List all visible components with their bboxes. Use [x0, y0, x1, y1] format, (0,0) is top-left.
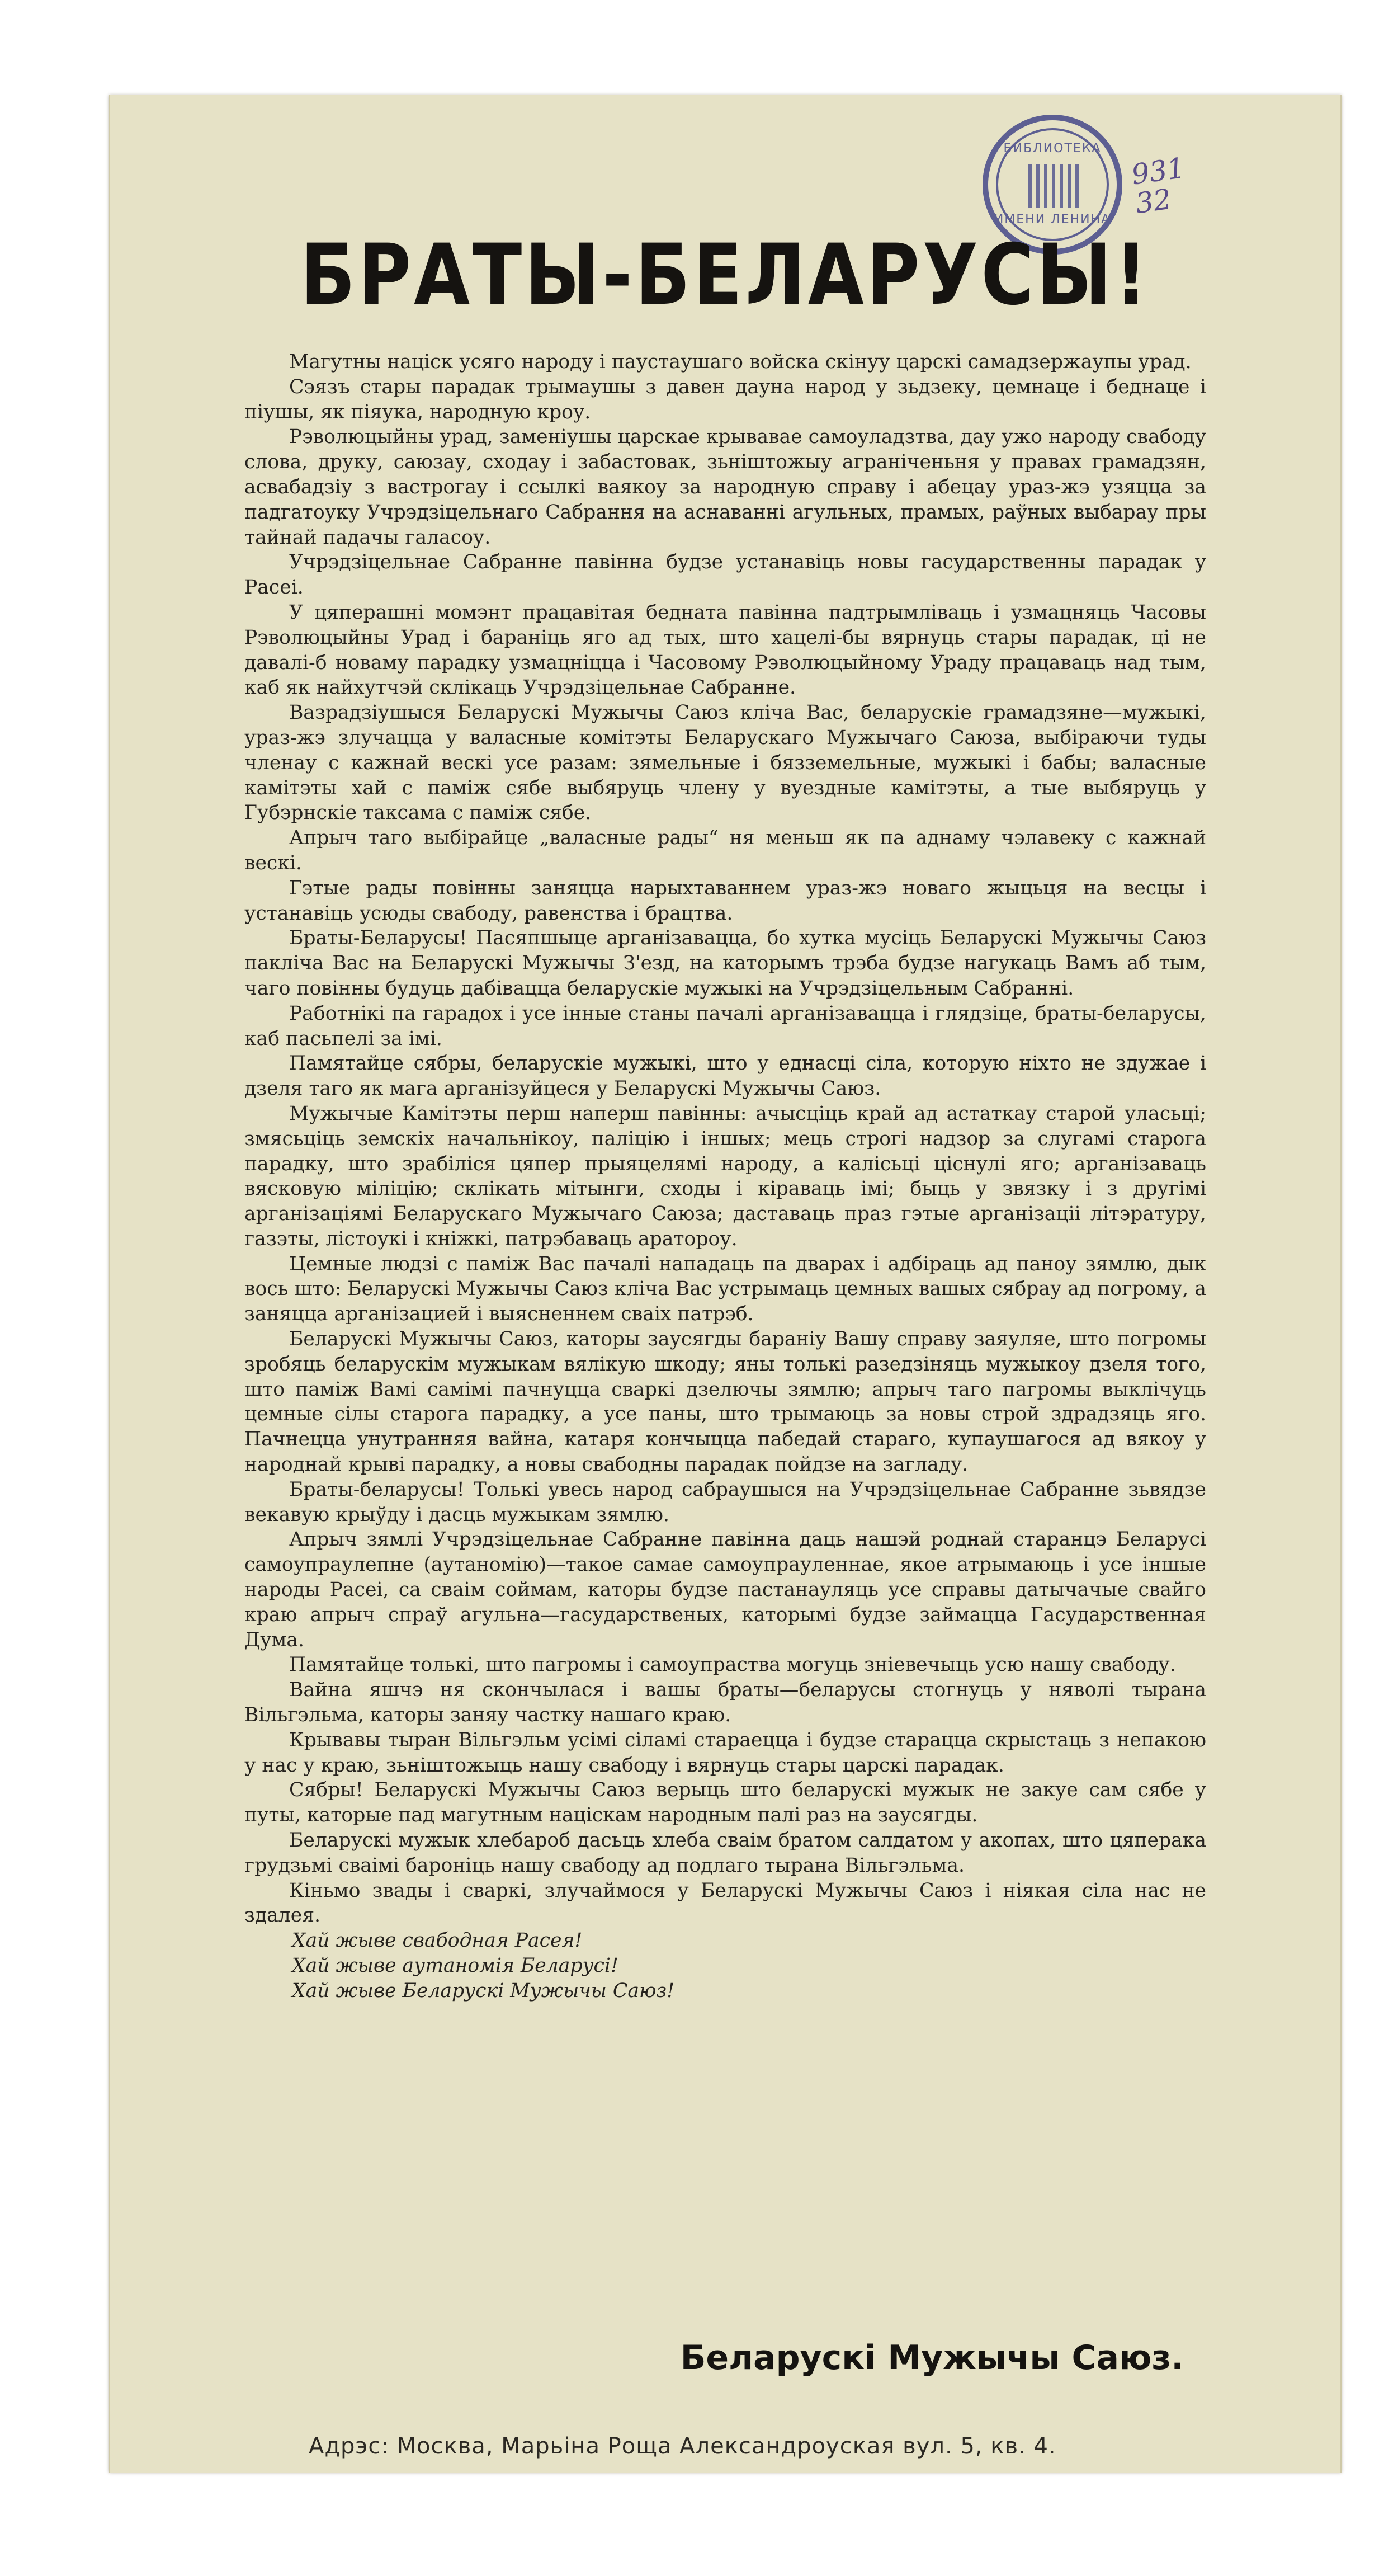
paragraph: Апрыч таго выбірайце „валасные рады“ ня меньш як па аднаму чэлавеку с кажнай вескі. — [244, 827, 1206, 874]
paragraph: Апрыч зямлі Учрэдзіцельнае Сабранне павінна даць нашэй роднай старанцэ Беларусі самоупраулепне (аутаномію)—такое самае самоупрауленнае, якое атрымаюць і усе іншые народы Расеі, са сваім соймам, каторы будзе пастанауляць усе справы датычачые свайго краю апрыч спраў агульна—гасударственых, каторымі будзе займацца Гасударственная Дума. — [244, 1528, 1206, 1651]
leaflet-sheet — [109, 95, 1342, 2473]
paragraph: Браты-Беларусы! Пасяпшыце арганізавацца, бо хутка мусіць Беларускі Мужычы Саюз пакліча Вас на Беларускі Мужычы З'езд, на каторымъ трэба будзе нагукаць Вамъ аб тым, чаго повінны будуць дабівацца беларускіе мужыкі на Учрэдзіцельным Сабранні. — [244, 927, 1206, 1000]
paragraph: Сябры! Беларускі Мужычы Саюз верыць што беларускі мужык не закуе сам сябе у путы, каторые пад магутным націскам народным палі раз на заусягды. — [244, 1779, 1206, 1827]
paragraph: Работнікі па гарадох і усе інные станы пачалі арганізавацца і глядзіце, браты-беларусы, каб пасьпелі за імі. — [244, 1002, 1206, 1050]
handwritten-number: 931 32 — [1129, 151, 1187, 220]
paragraph: Гэтые рады повінны заняцца нарыхтаваннем ураз-жэ новаго жыцьця на весцы і устанавіць усюды свабоду, равенства і брацтва. — [244, 877, 1206, 925]
paragraph: Учрэдзіцельнае Сабранне павінна будзе устанавіць новы гасударственны парадак у Расеі. — [244, 551, 1206, 599]
paragraph: У цяперашні момэнт працавітая бедната павінна падтрымліваць і узмацняць Часовы Рэволюцыйны Урад і бараніць яго ад тых, што хацелі-бы вярнуць стары парадак, ці не давалі-б новаму парадку узмацніцца і Часовому Рэволюцыйному Ураду працаваць над тым, каб як найхутчэй склікаць Учрэдзіцельнае Сабранне. — [244, 601, 1206, 699]
stamp-bottom-text: ИМЕНИ ЛЕНИНА — [994, 213, 1111, 227]
paragraph: Крывавы тыран Вільгэльм усімі сіламі стараецца і будзе старацца скрыстаць з непакою у нас у краю, зьніштожыць нашу свабоду і вярнуць стары царскі парадак. — [244, 1729, 1206, 1777]
paragraph: Магутны націск усяго народу і паустаушаго войска скінуу царскі самадзержаупы урад. — [289, 351, 1192, 373]
paragraph: Рэволюцыйны урад, заменіушы царскае крывавае самоуладзтва, дау ужо народу свабоду слова, друку, саюзау, сходау і забастовак, зьніштожыу аграніченьня у правах грамадзян, асвабадзіу з вастрогау і ссылкі ваякоу за народную справу і абецау ураз-жэ узяцца за падгатоуку Учрэдзіцельнаго Сабрання на аснаванні агульных, прамых, раўных выбарау пры тайнай падачы галасоу. — [244, 426, 1206, 549]
paragraph: Памятайце толькі, што пагромы і самоупраства могуць зніевечыць усю нашу свабоду. — [289, 1654, 1176, 1676]
paragraph: Вазрадзіушыся Беларускі Мужычы Саюз кліча Вас, беларускіе грамадзяне—мужыкі, ураз-жэ злучацца у валасные комітэты Беларускаго Мужычаго Саюза, выбіраючи туды членау с кажнай вескі усе разам: зямельные і бязземельные, мужыкі і бабы; валасные камітэты хай с паміж сябе выбяруць члену у вуездные камітэты, а тые выбяруць у Губэрнскіе таксама с паміж сябе. — [244, 701, 1206, 825]
slogan: Хай жыве аутаномія Беларусі! — [292, 1955, 618, 1977]
stamp-top-text: БИБЛИОТЕКА — [1003, 142, 1102, 156]
paragraph: Беларускі мужык хлебароб дасьць хлеба сваім братом салдатом у акопах, што цяперака грудзьмі сваімі бароніць нашу свабоду ад подлаго тырана Вільгэльма. — [244, 1829, 1206, 1877]
paragraph: Кіньмо звады і сваркі, злучаймося у Беларускі Мужычы Саюз і ніякая сіла нас не здалея. — [244, 1879, 1206, 1927]
paragraph: Браты-беларусы! Толькі увесь народ сабраушыся на Учрэдзіцельнае Сабранне зьвядзе векавую крыўду і дасць мужыкам зямлю. — [244, 1478, 1206, 1526]
slogan: Хай жыве свабодная Расея! — [292, 1929, 583, 1952]
signature: Беларускі Мужычы Саюз. — [680, 2338, 1184, 2377]
paragraph: Вайна яшчэ ня скончылася і вашы браты—беларусы стогнуць у няволі тырана Вільгэльма, каторы заняу частку нашаго краю. — [244, 1679, 1206, 1727]
paragraph: Цемные людзі с паміж Вас пачалі нападаць па дварах і адбіраць ад паноу зямлю, дык вось што: Беларускі Мужычы Саюз кліча Вас устрымаць цемных вашых сябрау ад погрому, а заняцца арганізацией і выясненнем сваіх патрэб. — [244, 1252, 1206, 1326]
leaflet-title: БРАТЫ-БЕЛАРУСЫ! — [300, 227, 1150, 324]
slogan: Хай жыве Беларускі Мужычы Саюз! — [292, 1979, 675, 2002]
paragraph: Мужычые Камітэты перш наперш павінны: ачысціць край ад астаткау старой уласьці; змяcьціць земскіх начальнікоу, паліцію і іншых; мець строгі надзор за слугамі старога парадку, што зрабіліся цяпер прыяцелямі народу, а калісьці ціснулі яго; арганізаваць вясковую міліцію; склікать мітынги, сходы і кіраваць імі; быць у звязку і з другімі арганізаціямі Беларускаго Мужычаго Саюза; даставаць праз гэтые арганізаціі літэратуру, газэты, лістоукі і кніжкі, патрэбаваць аратороу. — [244, 1102, 1206, 1250]
address-line: Адрэс: Москва, Марьіна Роща Александроуская вул. 5, кв. 4. — [309, 2433, 1056, 2459]
paragraph: Памятайце сябры, беларускіе мужыкі, што у еднасці сіла, которую ніхто не здужае і дзеля таго як мага арганізуйцеся у Беларускі Мужычы Саюз. — [244, 1052, 1206, 1100]
stamp-building-icon — [1028, 164, 1079, 208]
paragraph: Беларускі Мужычы Саюз, каторы заусягды бараніу Вашу справу заяуляе, што погромы зробяць беларускім мужыкам вялікую шкоду; яны толькі разедзіняць мужыкоу дзеля того, што паміж Вамі самімі пачнуцца сваркі дзелючы зямлю; апрыч таго пагромы выклічуць цемные сілы старога парадку, а усе паны, што трымаюць за новы строй здрадзяць яго. Пачнецца унутранняя вайна, катаря кончыцца пабедай стараго, купаушагося ад вякоу у народнай крыві парадку, а новы свабодны парадак пойдзе на загладу. — [244, 1328, 1206, 1476]
paragraph: Сэязъ стары парадак трымаушы з давен дауна народ у зьдзеку, цемнаце і беднаце і піушы, як піяука, народную кроу. — [244, 375, 1206, 423]
leaflet-body — [244, 350, 1206, 2004]
